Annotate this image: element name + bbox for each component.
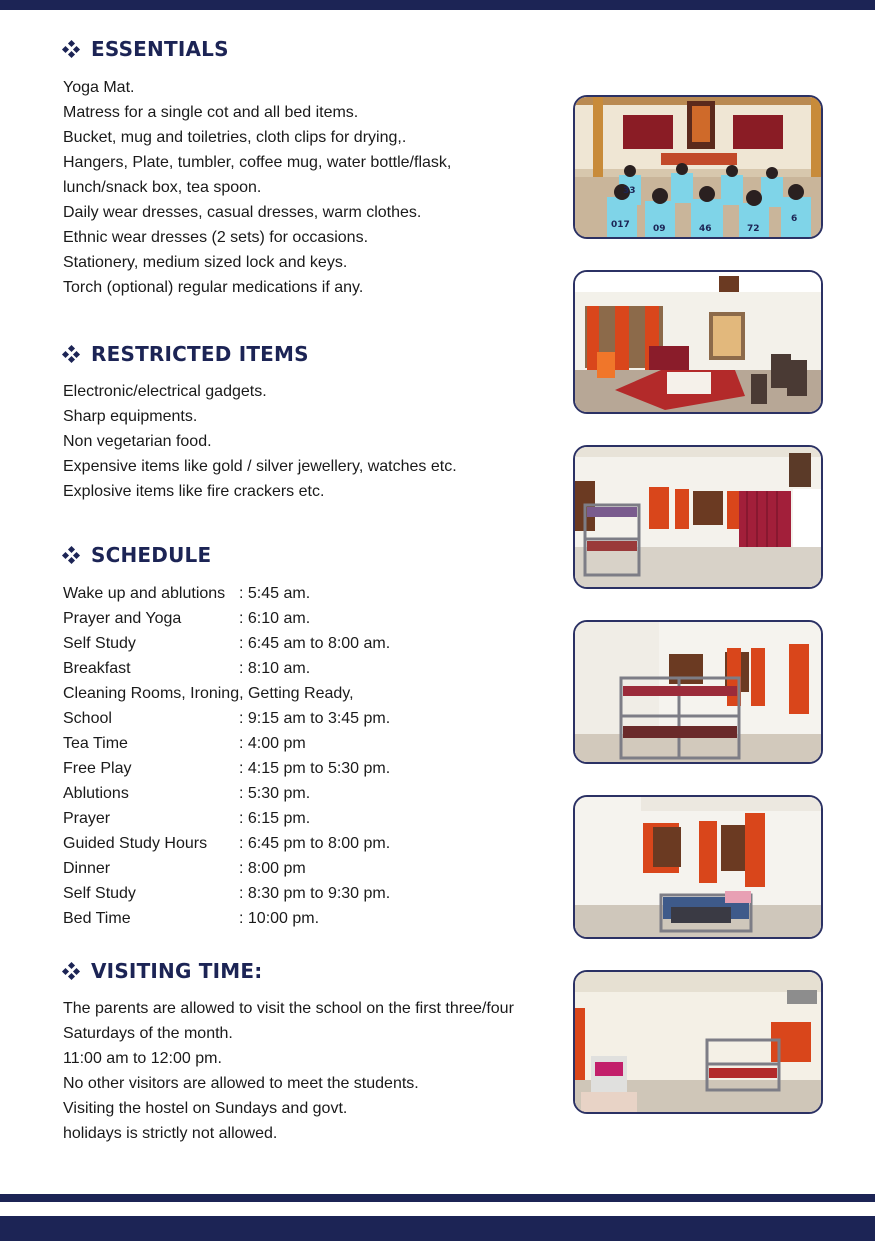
bottom-rule — [0, 1194, 875, 1202]
diamond-bullet-icon — [63, 346, 79, 362]
schedule-title: SCHEDULE — [91, 543, 212, 567]
schedule-activity: School — [63, 710, 112, 727]
visiting-list — [63, 996, 514, 1146]
schedule-row — [63, 581, 390, 606]
diamond-bullet-icon — [63, 41, 79, 57]
schedule-row — [63, 631, 390, 656]
restricted-heading — [63, 341, 309, 367]
schedule-activity: Breakfast — [63, 660, 131, 677]
schedule-activity: Self Study — [63, 885, 136, 902]
schedule-activity: Prayer and Yoga — [63, 610, 182, 627]
essentials-list — [63, 75, 451, 300]
common-room-photo — [573, 970, 823, 1114]
list-item: 11:00 am to 12:00 pm. — [63, 1050, 222, 1067]
jersey-label: 72 — [747, 224, 760, 234]
schedule-activity: Tea Time — [63, 735, 128, 752]
essentials-heading — [63, 36, 229, 62]
schedule-time: : 9:15 am to 3:45 pm. — [239, 710, 391, 727]
essentials-title: ESSENTIALS — [91, 37, 229, 61]
schedule-time: : 8:30 pm to 9:30 pm. — [239, 885, 391, 902]
schedule-activity: Free Play — [63, 760, 132, 777]
list-item: holidays is strictly not allowed. — [63, 1125, 278, 1142]
schedule-time: : 6:15 pm. — [239, 810, 311, 827]
bottom-border — [0, 1216, 875, 1241]
visiting-title: VISITING TIME: — [91, 959, 263, 983]
schedule-row — [63, 881, 390, 906]
list-item: No other visitors are allowed to meet the students. — [63, 1075, 419, 1092]
list-item: Expensive items like gold / silver jewellery, watches etc. — [63, 458, 457, 475]
diamond-bullet-icon — [63, 963, 79, 979]
list-item: lunch/snack box, tea spoon. — [63, 179, 262, 196]
schedule-activity: Guided Study Hours — [63, 835, 208, 852]
schedule-activity: Wake up and ablutions — [63, 585, 226, 602]
list-item: Hangers, Plate, tumbler, coffee mug, water bottle/flask, — [63, 154, 452, 171]
schedule-row — [63, 656, 390, 681]
top-border — [0, 0, 875, 10]
list-item: Sharp equipments. — [63, 408, 198, 425]
list-item: Electronic/electrical gadgets. — [63, 383, 267, 400]
jersey-label: 46 — [699, 224, 712, 234]
hall-room-photo — [573, 270, 823, 414]
list-item: The parents are allowed to visit the school on the first three/four — [63, 1000, 514, 1017]
schedule-row — [63, 706, 390, 731]
jersey-label: 09 — [653, 224, 666, 234]
schedule-time: : 4:00 pm — [239, 735, 306, 752]
diamond-bullet-icon — [63, 547, 79, 563]
list-item: Yoga Mat. — [63, 79, 135, 96]
visiting-heading — [63, 958, 262, 984]
schedule-row — [63, 731, 390, 756]
schedule-activity: Bed Time — [63, 910, 131, 927]
list-item: Torch (optional) regular medications if any. — [63, 279, 364, 296]
schedule-row — [63, 856, 390, 881]
schedule-time: : 5:30 pm. — [239, 785, 311, 802]
list-item: Saturdays of the month. — [63, 1025, 233, 1042]
restricted-list — [63, 379, 457, 504]
schedule-time: : 5:45 am. — [239, 585, 311, 602]
schedule-time: : 4:15 pm to 5:30 pm. — [239, 760, 391, 777]
schedule-heading — [63, 542, 211, 568]
schedule-time: : 8:00 pm — [239, 860, 306, 877]
schedule-time: : 10:00 pm. — [239, 910, 320, 927]
schedule-activity: Ablutions — [63, 785, 129, 802]
list-item: Visiting the hostel on Sundays and govt. — [63, 1100, 348, 1117]
schedule-row — [63, 606, 390, 631]
schedule-row — [63, 681, 390, 706]
list-item: Stationery, medium sized lock and keys. — [63, 254, 348, 271]
schedule-time: : 8:10 am. — [239, 660, 311, 677]
schedule-row — [63, 806, 390, 831]
schedule-activity: Self Study — [63, 635, 136, 652]
dormitory-lockers-photo — [573, 445, 823, 589]
list-item: Daily wear dresses, casual dresses, warm clothes. — [63, 204, 422, 221]
prayer-hall-photo — [573, 95, 823, 239]
schedule-time: : 6:45 am to 8:00 am. — [239, 635, 391, 652]
schedule-activity: Cleaning Rooms, Ironing, Getting Ready, — [63, 685, 354, 702]
jersey-label: 6 — [791, 214, 798, 224]
jersey-label: 33 — [623, 186, 636, 196]
schedule-table — [63, 581, 390, 931]
schedule-activity: Prayer — [63, 810, 111, 827]
schedule-row — [63, 906, 390, 931]
schedule-row — [63, 756, 390, 781]
list-item: Non vegetarian food. — [63, 433, 212, 450]
jersey-label: 017 — [611, 220, 630, 230]
schedule-row — [63, 831, 390, 856]
schedule-time: : 6:10 am. — [239, 610, 311, 627]
bedroom-photo — [573, 795, 823, 939]
schedule-row — [63, 781, 390, 806]
list-item: Ethnic wear dresses (2 sets) for occasions. — [63, 229, 369, 246]
schedule-activity: Dinner — [63, 860, 111, 877]
list-item: Bucket, mug and toiletries, cloth clips for drying,. — [63, 129, 407, 146]
bunk-room-photo — [573, 620, 823, 764]
list-item: Matress for a single cot and all bed items. — [63, 104, 359, 121]
schedule-time: : 6:45 pm to 8:00 pm. — [239, 835, 391, 852]
restricted-title: RESTRICTED ITEMS — [91, 342, 309, 366]
list-item: Explosive items like fire crackers etc. — [63, 483, 325, 500]
